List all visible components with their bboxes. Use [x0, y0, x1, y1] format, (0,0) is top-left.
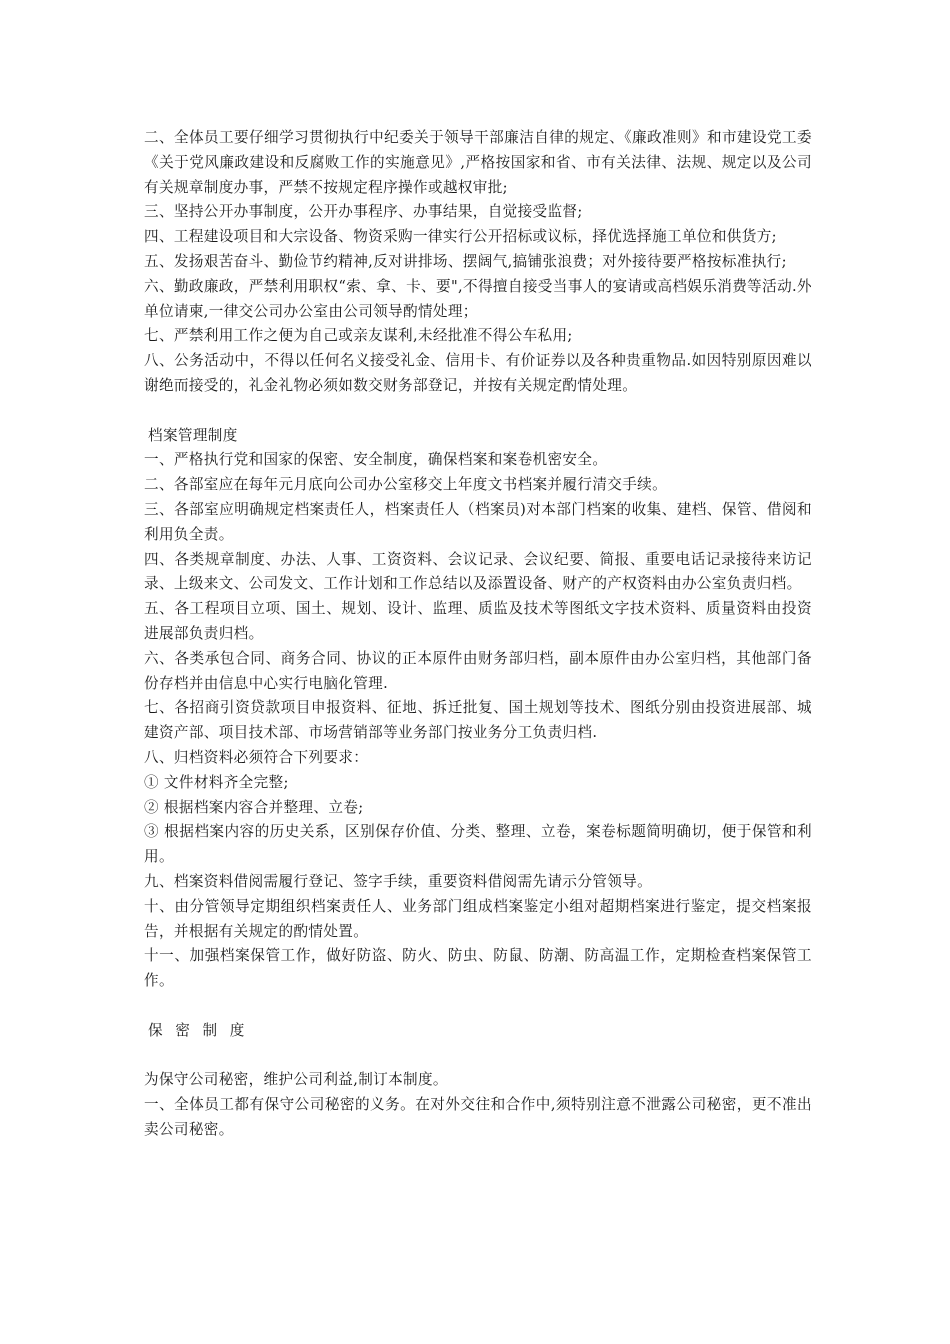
paragraph: 六、勤政廉政，严禁利用职权“索、拿、卡、要",不得擅自接受当事人的宴请或高档娱乐消费等活动.外单位请柬,一律交公司办公室由公司领导酌情处理； — [144, 277, 812, 320]
paragraph: 一、严格执行党和国家的保密、安全制度，确保档案和案卷机密安全。 — [144, 451, 608, 469]
paragraph: 四、各类规章制度、办法、人事、工资资料、会议记录、会议纪要、简报、重要电话记录接待来访记录、上级来文、公司发文、工作计划和工作总结以及添置设备、财产的产权资料由办公室负责归档。 — [144, 550, 812, 593]
paragraph: 八、公务活动中，不得以任何名义接受礼金、信用卡、有价证券以及各种贵重物品.如因特别原因难以谢绝而接受的，礼金礼物必须如数交财务部登记，并按有关规定酌情处理。 — [144, 352, 812, 394]
paragraph: 七、严禁利用工作之便为自己或亲友谋利,未经批准不得公车私用; — [144, 327, 573, 345]
list-item: ② 根据档案内容合并整理、立卷; — [144, 798, 364, 816]
paragraph: 五、各工程项目立项、国土、规划、设计、监理、质监及技术等图纸文字技术资料、质量资料由投资进展部负责归档。 — [144, 600, 812, 642]
paragraph: 八、归档资料必须符合下列要求： — [144, 748, 369, 766]
blank-line — [144, 994, 812, 1019]
section-title: 档案管理制度 — [148, 426, 238, 444]
paragraph: 三、各部室应明确规定档案责任人，档案责任人（档案员)对本部门档案的收集、建档、保管、借阅和利用负全责。 — [144, 500, 812, 543]
section-title: 保 密 制 度 — [148, 1021, 249, 1039]
paragraph: 三、坚持公开办事制度，公开办事程序、办事结果，自觉接受监督; — [144, 203, 583, 221]
paragraph: 六、各类承包合同、商务合同、协议的正本原件由财务部归档，副本原件由办公室归档，其他部门备份存档并由信息中心实行电脑化管理. — [144, 649, 812, 692]
paragraph: 二、全体员工要仔细学习贯彻执行中纪委关于领导干部廉洁自律的规定、《廉政准则》和市建设党工委《关于党风廉政建设和反腐败工作的实施意见》,严格按国家和省、市有关法律、法规、规定以及公司有关规章制度办事，严禁不按规定程序操作或越权审批; — [144, 129, 812, 196]
paragraph: 一、全体员工都有保守公司秘密的义务。在对外交往和合作中,须特别注意不泄露公司秘密，更不准出卖公司秘密。 — [144, 1096, 812, 1138]
paragraph: 九、档案资料借阅需履行登记、签字手续，重要资料借阅需先请示分管领导。 — [144, 872, 653, 890]
paragraph: 十一、加强档案保管工作，做好防盗、防火、防虫、防鼠、防潮、防高温工作，定期检查档案保管工作。 — [144, 947, 812, 990]
blank-line — [144, 399, 812, 424]
list-item: ① 文件材料齐全完整; — [144, 773, 289, 791]
list-item: ③ 根据档案内容的历史关系，区别保存价值、分类、整理、立卷，案卷标题简明确切，便于保管和利用。 — [144, 823, 812, 866]
blank-line — [144, 1043, 812, 1068]
paragraph: 为保守公司秘密，维护公司利益,制订本制度。 — [144, 1071, 448, 1089]
paragraph: 四、工程建设项目和大宗设备、物资采购一律实行公开招标或议标，择优选择施工单位和供货方; — [144, 228, 777, 246]
paragraph: 五、发扬艰苦奋斗、勤俭节约精神,反对讲排场、摆阔气,搞铺张浪费；对外接待要严格按标准执行; — [144, 252, 787, 270]
document-page — [144, 126, 812, 1143]
integrity-rules-section — [144, 126, 812, 399]
paragraph: 十、由分管领导定期组织档案责任人、业务部门组成档案鉴定小组对超期档案进行鉴定，提交档案报告，并根据有关规定的酌情处置。 — [144, 897, 812, 940]
paragraph: 二、各部室应在每年元月底向公司办公室移交上年度文书档案并履行清交手续。 — [144, 476, 668, 494]
confidentiality-rules-section — [144, 1019, 812, 1143]
archive-rules-section — [144, 424, 812, 994]
paragraph: 七、各招商引资贷款项目申报资料、征地、拆迁批复、国土规划等技术、图纸分别由投资进展部、城建资产部、项目技术部、市场营销部等业务部门按业务分工负责归档. — [144, 699, 812, 742]
